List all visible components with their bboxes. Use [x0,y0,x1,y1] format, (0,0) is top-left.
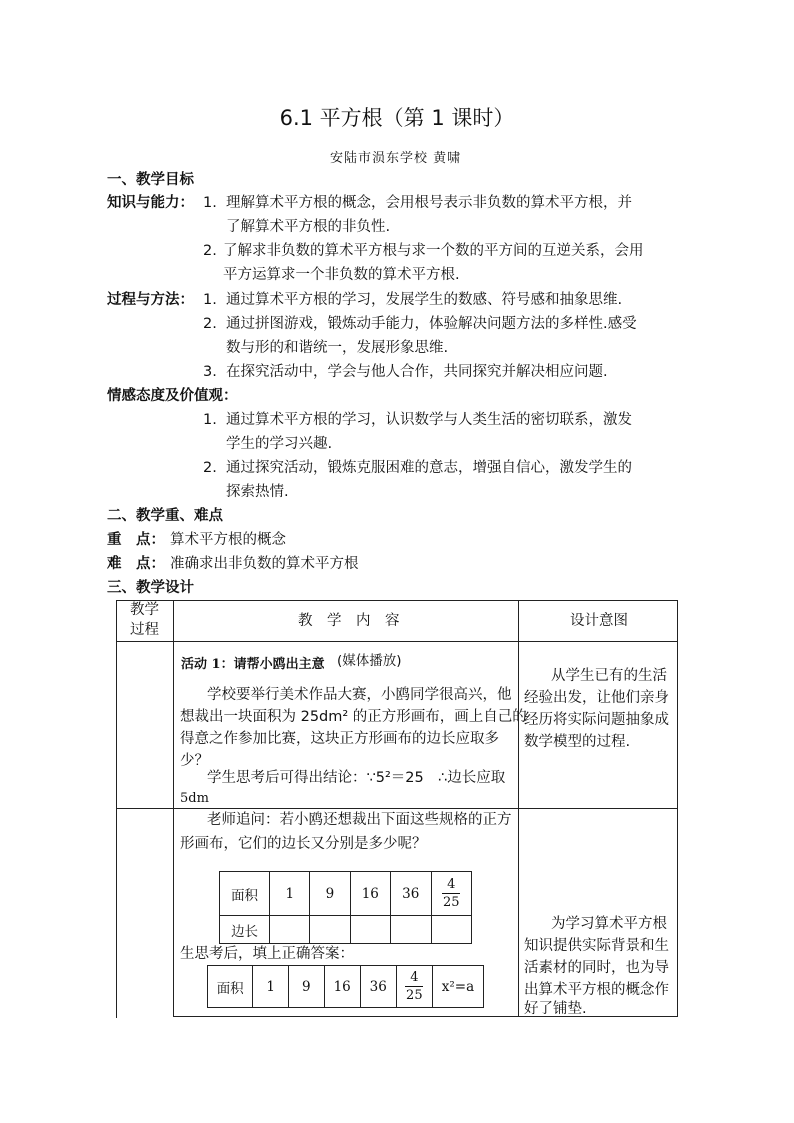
header-process-l1: 教学 [130,602,159,618]
row2-after-text: 生思考后，填上正确答案： [180,946,354,962]
table-header-border [116,641,678,642]
table1-area-16: 16 [350,872,390,916]
table1-side-cell [350,916,390,944]
process-label: 过程与方法： [107,292,194,308]
table1-area-9: 9 [310,872,350,916]
row1-para2-a: 学生思考后可得出结论：∵5²＝25 [207,770,424,786]
emotion-1-num: 1. [203,412,217,428]
table2-area-36: 36 [360,966,396,1008]
row1-para1-l3: 得意之作参加比赛，这块正方形画布的边长应取多 [180,731,499,747]
emotion-2-line2: 探索热情. [226,484,289,500]
row1-intent-l2: 经验出发，让他们亲身 [524,690,669,706]
section2-heading: 二、教学重、难点 [107,508,223,524]
process-2-line2: 数与形的和谐统一，发展形象思维. [226,340,449,356]
row1-intent-l1: 从学生已有的生活 [551,668,667,684]
row1-para2-c: 5dm [180,791,209,806]
table1-area-label: 面积 [220,872,270,916]
emotion-2-num: 2. [203,460,217,476]
table2-frac-num: 4 [410,970,419,985]
process-2-line1: 通过拼图游戏，锻炼动手能力，体验解决问题方法的多样性.感受 [226,316,637,332]
header-intent: 设计意图 [570,613,628,629]
table1-side-cell [310,916,350,944]
header-process-l2: 过程 [130,622,159,638]
table1-area-1: 1 [270,872,310,916]
row2-question-l2: 形画布，它们的边长又分别是多少呢？ [180,836,427,852]
header-content: 教 学 内 容 [298,613,400,629]
row1-para1-l2: 想裁出一块面积为 25dm² 的正方形画布，画上自己的 [180,709,527,725]
table1-side-cell [431,916,472,944]
table2-area-fraction [396,966,432,1008]
emotion-label: 情感态度及价值观： [107,388,238,404]
difficult-point: 准确求出非负数的算术平方根 [170,556,359,572]
row2-intent-l4: 出算术平方根的概念作 [524,982,669,998]
row1-para2-b: ∴边长应取 [438,770,506,786]
process-1-num: 1. [203,292,217,308]
table1-frac-num: 4 [447,877,456,892]
process-3-num: 3. [203,364,217,380]
process-3-line1: 在探究活动中，学会与他人合作，共同探究并解决相应问题. [226,364,608,380]
table2-formula: x²=a [432,966,483,1008]
table-col2-border [518,600,519,1017]
row2-intent-l5: 好了铺垫. [524,1001,587,1017]
row1-para1-l4: 少？ [180,753,209,769]
knowledge-label: 知识与能力： [107,195,194,211]
table2-area-label: 面积 [208,966,253,1008]
page-title: 6.1 平方根（第 1 课时） [279,106,515,130]
knowledge-2-num: 2. [203,243,217,259]
row2-intent-l3: 活素材的同时，也为导 [524,960,669,976]
row2-intent-l1: 为学习算术平方根 [551,916,667,932]
section1-heading: 一、教学目标 [107,172,194,188]
table2-frac-den: 25 [406,988,423,1003]
process-1-line1: 通过算术平方根的学习，发展学生的数感、符号感和抽象思维. [226,292,623,308]
section3-heading: 三、教学设计 [107,580,194,596]
key-point: 算术平方根的概念 [170,532,286,548]
table-col1-border [173,600,174,1017]
table1-side-cell [391,916,431,944]
table-left-border [116,600,117,1018]
emotion-1-line1: 通过算术平方根的学习，认识数学与人类生活的密切联系，激发 [226,412,632,428]
area-side-table [219,871,472,944]
table1-side-cell [270,916,310,944]
table-row-border [116,808,678,809]
key-label: 重 点： [107,532,165,548]
table2-area-9: 9 [289,966,325,1008]
knowledge-1-line2: 了解算术平方根的非负性. [226,219,391,235]
table2-area-1: 1 [253,966,289,1008]
table1-area-36: 36 [391,872,431,916]
row1-intent-l4: 数学模型的过程. [524,734,631,750]
activity-note: (媒体播放) [337,653,402,669]
table-right-border [677,600,678,1017]
process-2-num: 2. [203,316,217,332]
row1-intent-l3: 经历将实际问题抽象成 [524,712,669,728]
difficult-label: 难 点： [107,556,165,572]
author-line: 安陆市涢东学校 黄啸 [330,151,462,166]
table1-area-fraction [431,872,472,916]
row2-intent-l2: 知识提供实际背景和生 [524,938,669,954]
table1-side-label: 边长 [220,916,270,944]
table1-frac-den: 25 [442,895,460,910]
knowledge-2-line2: 平方运算求一个非负数的算术平方根. [223,267,460,283]
emotion-1-line2: 学生的学习兴趣. [226,436,333,452]
emotion-2-line1: 通过探究活动，锻炼克服困难的意志，增强自信心，激发学生的 [226,460,632,476]
row1-para1-l1: 学校要举行美术作品大赛，小鸥同学很高兴，他 [207,687,512,703]
table2-area-16: 16 [324,966,360,1008]
answer-table [207,965,484,1008]
table-top-border [116,600,678,601]
knowledge-2-line1: 了解求非负数的算术平方根与求一个数的平方间的互逆关系，会用 [223,243,644,259]
table-bottom-border [173,1016,678,1017]
knowledge-1-num: 1. [203,195,217,211]
knowledge-1-line1: 理解算术平方根的概念，会用根号表示非负数的算术平方根，并 [226,195,632,211]
activity-title: 活动 1：请帮小鸥出主意 [181,657,325,672]
row2-question-l1: 老师追问：若小鸥还想裁出下面这些规格的正方 [207,812,512,828]
